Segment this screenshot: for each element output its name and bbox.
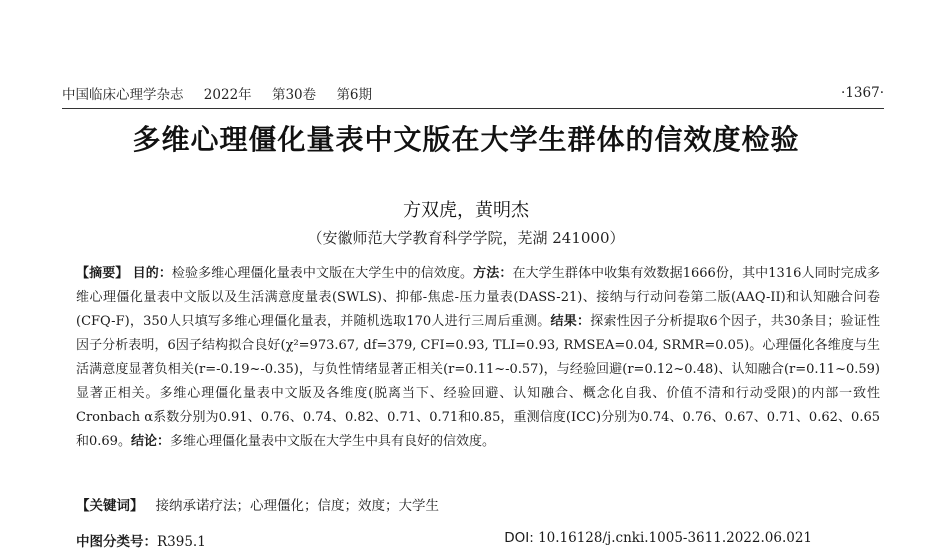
article-title: 多维心理僵化量表中文版在大学生群体的信效度检验 bbox=[132, 123, 800, 156]
method-label: 方法： bbox=[473, 266, 513, 281]
journal-info bbox=[62, 83, 388, 103]
clc-label: 中图分类号： bbox=[76, 534, 157, 550]
page-number: ·1367· bbox=[841, 85, 884, 101]
authors: 方双虎，黄明杰 bbox=[403, 200, 529, 221]
doi-label: DOI: bbox=[504, 530, 534, 546]
clc-value: R395.1 bbox=[157, 534, 206, 550]
running-header bbox=[62, 82, 884, 104]
conclusion-label: 结论： bbox=[130, 434, 170, 449]
doi-value[interactable]: 10.16128/j.cnki.1005-3611.2022.06.021 bbox=[538, 530, 812, 546]
affiliation: （安徽师范大学教育科学学院，芜湖 241000） bbox=[307, 229, 625, 247]
objective-text: 检验多维心理僵化量表中文版在大学生中的信效度。 bbox=[171, 266, 474, 281]
clc-number bbox=[76, 530, 206, 550]
result-text: 探索性因子分析提取6个因子，共30条目；验证性因子分析表明，6因子结构拟合良好(χ²=973.67, df=379, CFI=0.93, TLI=0.93, RMSEA=0.04, SRMR=0.05)。心理僵化各维度与生活满意度显著负相关(r=-0.19~-0.35)，与负性情绪显著正相关(r=0.11~-0.57)，与经验回避(r=0.12~0.48)、认知融合(r=0.11~0.59)显著正相关。多维心理僵化量表中文版及各维度(脱离当下、经验回避、认知融合、概念化自我、价值不清和行动受限)的内部一致性Cronbach α系数分别为0.91、0.76、0.74、0.82、0.71、0.71和0.85，重测信度(ICC)分别为0.74、0.76、0.67、0.71、0.62、0.65和0.69。 bbox=[76, 314, 880, 449]
result-label: 结果： bbox=[550, 314, 591, 329]
keywords bbox=[76, 494, 439, 514]
method-text: 在大学生群体中收集有效数据1666份，其中1316人同时完成多维心理僵化量表中文版以及生活满意度量表(SWLS)、抑郁-焦虑-压力量表(DASS-21)、接纳与行动问卷第二版(AAQ-II)和认知融合问卷(CFQ-F)，350人只填写多维心理僵化量表，并随机选取170人进行三周后重测。 bbox=[76, 266, 880, 329]
journal-year: 2022年 bbox=[203, 87, 252, 103]
journal-issue: 第6期 bbox=[336, 87, 373, 103]
header-rule bbox=[62, 108, 884, 109]
article-footer bbox=[76, 530, 812, 550]
keywords-text: 接纳承诺疗法；心理僵化；信度；效度；大学生 bbox=[155, 498, 439, 514]
conclusion-text: 多维心理僵化量表中文版在大学生中具有良好的信效度。 bbox=[169, 434, 495, 449]
journal-volume: 第30卷 bbox=[271, 87, 317, 103]
keywords-label: 【关键词】 bbox=[76, 498, 144, 514]
abstract-label: 【摘要】 bbox=[76, 266, 129, 281]
abstract bbox=[76, 262, 880, 454]
journal-name: 中国临床心理学杂志 bbox=[62, 87, 184, 103]
doi[interactable] bbox=[504, 530, 812, 550]
objective-label: 目的： bbox=[132, 266, 172, 281]
